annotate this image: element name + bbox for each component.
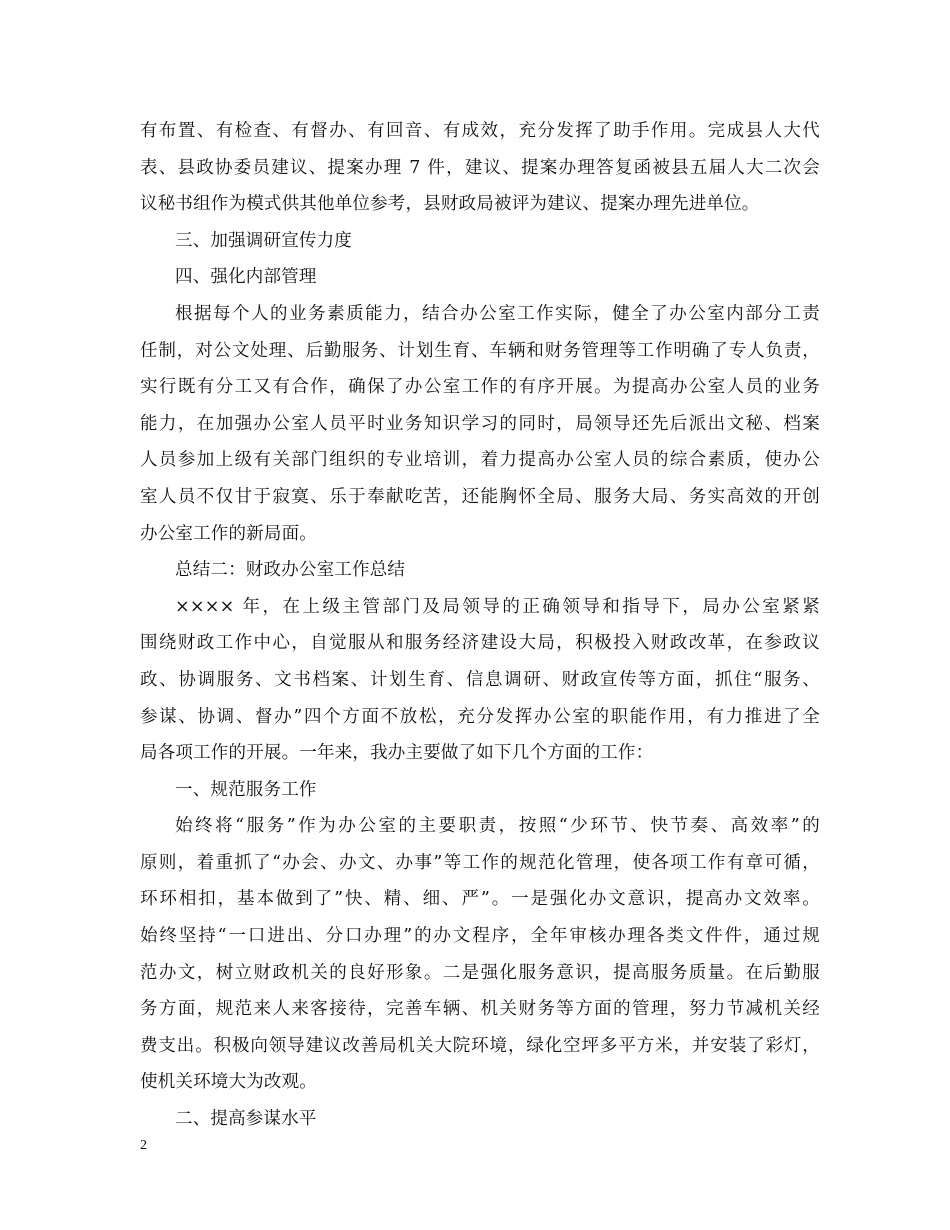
paragraph-line: 环环相扣，基本做到了”快、精、细、严”。一是强化办文意识，提高办文效率。 [140,889,820,910]
section-heading: 一、规范服务工作 [175,779,317,800]
paragraph-line: 实行既有分工又有合作，确保了办公室工作的有序开展。为提高办公室人员的业务 [140,377,820,398]
paragraph-line: 参谋、协调、督办”四个方面不放松，充分发挥办公室的职能作用，有力推进了全 [140,706,820,727]
body-paragraph [140,808,820,1101]
paragraph-line: 务方面，规范来人来客接待，完善车辆、机关财务等方面的管理，努力节减机关经 [140,999,820,1020]
body-paragraph [140,589,820,772]
paragraph-line: 围绕财政工作中心，自觉服从和服务经济建设大局，积极投入财政改革，在参政议 [140,633,820,654]
section-heading: 总结二：财政办公室工作总结 [175,560,406,581]
paragraph-line: 人员参加上级有关部门组织的专业培训，着力提高办公室人员的综合素质，使办公 [140,450,820,471]
paragraph-line: 局各项工作的开展。一年来，我办主要做了如下几个方面的工作： [140,743,654,764]
paragraph-line: 政、协调服务、文书档案、计划生育、信息调研、财政宣传等方面，抓住“服务、 [140,669,820,690]
section-heading: 三、加强调研宣传力度 [175,230,352,251]
paragraph-line: 始终将“服务”作为办公室的主要职责，按照“少环节、快节奏、高效率”的 [175,816,820,837]
body-paragraph [140,296,820,552]
document-body [140,113,820,1138]
section-heading: 二、提高参谋水平 [175,1109,317,1130]
paragraph-line: ×××× 年，在上级主管部门及局领导的正确领导和指导下，局办公室紧紧 [175,596,820,617]
paragraph-line: 费支出。积极向领导建议改善局机关大院环境，绿化空坪多平方米，并安装了彩灯， [140,1035,820,1056]
paragraph-line: 始终坚持“一口进出、分口办理”的办文程序，全年审核办理各类文件件，通过规 [140,926,820,947]
paragraph-line: 能力，在加强办公室人员平时业务知识学习的同时，局领导还先后派出文秘、档案 [140,413,820,434]
paragraph-line: 范办文，树立财政机关的良好形象。二是强化服务意识，提高服务质量。在后勤服 [140,962,820,983]
paragraph-line: 议秘书组作为模式供其他单位参考，县财政局被评为建议、提案办理先进单位。 [140,194,760,215]
paragraph-line: 原则，着重抓了“办会、办文、办事”等工作的规范化管理，使各项工作有章可循， [140,852,820,873]
paragraph-line: 表、县政协委员建议、提案办理 7 件，建议、提案办理答复函被县五届人大二次会 [140,157,820,178]
section-heading: 四、强化内部管理 [175,267,317,288]
page-number: 2 [140,1138,147,1153]
paragraph-line: 使机关环境大为改观。 [140,1072,317,1093]
body-paragraph [140,113,820,223]
paragraph-line: 有布置、有检查、有督办、有回音、有成效，充分发挥了助手作用。完成县人大代 [140,121,820,141]
paragraph-line: 根据每个人的业务素质能力，结合办公室工作实际，健全了办公室内部分工责 [175,303,820,324]
paragraph-line: 任制，对公文处理、后勤服务、计划生育、车辆和财务管理等工作明确了专人负责， [140,340,820,361]
paragraph-line: 室人员不仅甘于寂寞、乐于奉献吃苦，还能胸怀全局、服务大局、务实高效的开创 [140,486,820,507]
paragraph-line: 办公室工作的新局面。 [140,523,317,544]
